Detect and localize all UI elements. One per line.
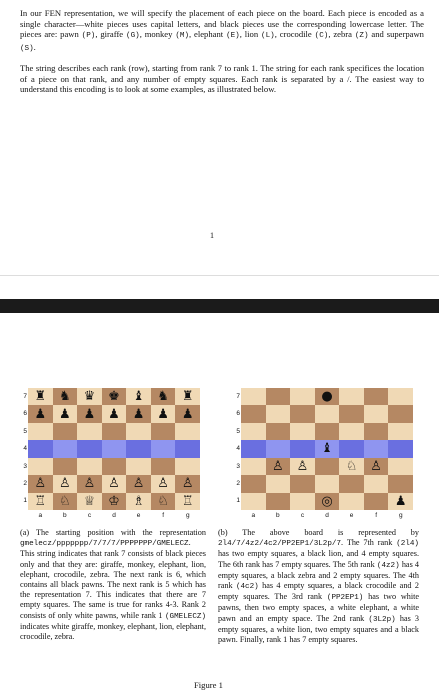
board-square [290, 458, 315, 475]
board-square [53, 458, 78, 475]
board-example-position [236, 388, 413, 519]
rank-label: 4 [236, 445, 240, 453]
rank-label: 4 [23, 445, 27, 453]
board-square [102, 423, 127, 440]
board-square [364, 458, 389, 475]
board-square [53, 405, 78, 422]
board-square [175, 423, 200, 440]
board-square [241, 405, 266, 422]
piece-icon: ♗ [132, 493, 145, 509]
board-square [126, 458, 151, 475]
code-superpawn: (S) [20, 44, 34, 53]
board-square [77, 475, 102, 492]
text-segment: . This string indicates that rank 7 consists of black pieces only and that they are: giraffe, monkey, elephant, lion, elephant, crocodile, zebra. The next rank is 6, which contains all black pawns. The next rank is 5 which has the representation 7. This indicates that there are 7 empty squares. The same is true for ranks 4-3. Rank 2 consists of only white pawns, while rank 1 [20, 538, 206, 620]
piece-icon: ♘ [157, 493, 169, 509]
piece-icon: ♘ [345, 458, 358, 474]
piece-icon: ♙ [132, 476, 145, 492]
board-square [315, 388, 340, 405]
fen-string: (GMELECZ) [164, 612, 206, 621]
board-square [175, 493, 200, 510]
board-square [53, 423, 78, 440]
board-square [102, 475, 127, 492]
board-square [126, 423, 151, 440]
board-square [388, 475, 413, 492]
piece-icon: ♙ [83, 476, 96, 492]
board-square [364, 388, 389, 405]
board-square [315, 475, 340, 492]
board-square [290, 405, 315, 422]
board-square [102, 388, 127, 405]
board-square [315, 423, 340, 440]
piece-icon: ♙ [181, 476, 194, 492]
file-label: e [136, 512, 141, 519]
text-segment: has 3 empty squares, a white lion, two empty squares and a black pawn. Finally, rank 1 has 7 empty squares. [218, 613, 419, 645]
caption-a [20, 528, 206, 642]
board-grid [28, 388, 200, 510]
rank-label: 1 [23, 497, 27, 505]
board-grid [241, 388, 413, 510]
board-square [175, 475, 200, 492]
text-segment: has 4 empty squares, a black crocodile and 2 empty squares. The 3rd rank [218, 581, 419, 602]
rank-label: 2 [23, 479, 27, 487]
code-lion: (L) [261, 32, 275, 41]
file-label: d [325, 512, 329, 519]
board-square [315, 458, 340, 475]
board-square [388, 423, 413, 440]
board-square [126, 405, 151, 422]
caption-b [218, 528, 419, 645]
board-square [339, 458, 364, 475]
board-square [241, 493, 266, 510]
text-segment: has two empty squares, a black lion, and 4 empty squares. The 6th rank has 7 empty squares. The 5th rank [218, 549, 419, 569]
board-square [364, 475, 389, 492]
piece-icon: ♞ [59, 389, 71, 405]
piece-icon: ♟ [157, 406, 169, 422]
fen-string: (2l4) [396, 540, 419, 549]
board-square [53, 475, 78, 492]
piece-icon: ♟ [34, 406, 47, 422]
piece-icon: ♖ [34, 493, 47, 509]
board-square [126, 475, 151, 492]
piece-icon: ♛ [83, 389, 96, 405]
text-segment: , zebra [328, 29, 355, 40]
rank-label: 7 [23, 393, 27, 400]
fen-string: gmelecz/ppppppp/7/7/7/PPPPPPP/GMELECZ [20, 540, 189, 549]
board-square [290, 440, 315, 457]
board-square [388, 440, 413, 457]
piece-icon: ◎ [321, 493, 333, 509]
board-square [364, 405, 389, 422]
piece-icon: ♘ [59, 493, 71, 509]
board-square [151, 388, 176, 405]
rank-label: 1 [236, 497, 240, 505]
code-pawn: (P) [81, 32, 96, 41]
fen-string: (PP2EP1) [326, 594, 364, 603]
board-square [364, 423, 389, 440]
board-square [290, 423, 315, 440]
piece-icon: ♟ [181, 406, 194, 422]
board-square [339, 388, 364, 405]
file-label: a [38, 512, 43, 519]
board-square [77, 388, 102, 405]
file-label: b [63, 512, 67, 519]
board-square [151, 405, 176, 422]
board-square [241, 440, 266, 457]
board-square [102, 458, 127, 475]
board-square [315, 440, 340, 457]
board-square [241, 388, 266, 405]
text-segment: (b) The above board is represented by [218, 528, 419, 537]
text-segment: , lion [239, 29, 262, 40]
board-square [126, 440, 151, 457]
file-label: a [251, 512, 256, 519]
file-label: b [276, 512, 280, 519]
file-label: e [349, 512, 354, 519]
board-square [290, 475, 315, 492]
code-elephant: (E) [226, 32, 240, 41]
code-zebra: (Z) [354, 32, 369, 41]
board-square [266, 423, 291, 440]
piece-icon: ♖ [181, 493, 194, 509]
text-segment: . The 7th rank [341, 538, 397, 548]
piece-icon: ♝ [321, 441, 333, 457]
rank-labels [19, 388, 27, 510]
text-segment: , elephant [189, 29, 227, 40]
board-square [315, 405, 340, 422]
piece-icon: ♙ [370, 458, 382, 474]
piece-icon: ♙ [296, 458, 309, 474]
board-square [28, 423, 53, 440]
file-label: g [398, 512, 403, 519]
text-segment: has two white pawns, then two empty spaces, a white elephant, a white pawn and an empty space. The 2nd rank [218, 592, 420, 623]
text-segment: , crocodile [274, 29, 315, 40]
board-square [28, 475, 53, 492]
board-square [77, 440, 102, 457]
piece-icon: ♟ [132, 406, 145, 422]
board-square [28, 458, 53, 475]
board-square [77, 423, 102, 440]
piece-icon: ♟ [83, 406, 96, 422]
fen-string: 2l4/7/4z2/4c2/PP2EP1/3L2p/7 [218, 540, 342, 549]
file-label: f [162, 512, 165, 519]
code-crocodile: (C) [314, 32, 329, 41]
board-square [290, 493, 315, 510]
text-segment: and superpawn [368, 29, 424, 40]
board-square [151, 475, 176, 492]
file-labels [28, 512, 200, 519]
rank-label: 2 [236, 479, 240, 487]
board-square [241, 423, 266, 440]
board-square [151, 440, 176, 457]
board-square [151, 493, 176, 510]
board-square [266, 440, 291, 457]
board-square [28, 493, 53, 510]
board-square [266, 475, 291, 492]
board-square [175, 388, 200, 405]
text-segment: indicates white giraffe, monkey, elephant, lion, elephant, crocodile, zebra. [20, 621, 206, 642]
figure-label: Figure 1 [194, 680, 223, 690]
board-square [28, 388, 53, 405]
board-square [266, 405, 291, 422]
board-square [339, 423, 364, 440]
rank-label: 7 [236, 393, 240, 400]
board-square [102, 493, 127, 510]
board-square [77, 493, 102, 510]
board-square [339, 493, 364, 510]
board-square [241, 458, 266, 475]
board-square [53, 493, 78, 510]
fen-string: (4c2) [235, 583, 259, 592]
page-separator [0, 299, 439, 313]
board-square [151, 423, 176, 440]
piece-icon: ♜ [34, 389, 47, 405]
piece-icon: ♝ [132, 389, 145, 405]
text-segment: In our FEN representation, we will specify the placement of each piece on the board. Each piece is encoded as a single character—white pieces uses capital letters, and black pieces use the corresponding lowercase letter. The pieces are: pawn [20, 8, 424, 40]
rank-labels [232, 388, 240, 510]
board-square [388, 405, 413, 422]
board-square [388, 388, 413, 405]
board-square [290, 388, 315, 405]
file-label: g [185, 512, 190, 519]
text-segment: has 4 empty squares, a black zebra and 2 empty squares. The 4th rank [218, 559, 419, 591]
text-segment: , monkey [139, 29, 176, 40]
board-square [364, 440, 389, 457]
board-square [151, 458, 176, 475]
fen-string: (4z2) [376, 561, 400, 570]
piece-icon: ♙ [108, 476, 120, 492]
page-number: 1 [210, 231, 214, 240]
piece-icon: ♚ [108, 389, 120, 405]
piece-icon: ♙ [272, 458, 284, 474]
piece-icon: ♙ [157, 476, 169, 492]
rank-label: 3 [236, 462, 240, 470]
board-square [315, 493, 340, 510]
text-segment: . [33, 41, 36, 52]
rank-label: 6 [23, 410, 27, 418]
board-square [28, 405, 53, 422]
board-square [77, 405, 102, 422]
board-square [266, 388, 291, 405]
intro-paragraph [20, 8, 424, 54]
board-square [77, 458, 102, 475]
board-square [126, 388, 151, 405]
board-square [339, 475, 364, 492]
board-square [266, 493, 291, 510]
board-square [339, 405, 364, 422]
board-starting-position [23, 388, 200, 519]
rank-label: 5 [236, 427, 240, 435]
file-label: f [375, 512, 378, 519]
piece-icon: ♙ [59, 476, 71, 492]
rank-label: 3 [23, 462, 27, 470]
file-label: c [87, 512, 92, 519]
piece-icon: ♟ [108, 406, 120, 422]
board-square [28, 440, 53, 457]
board-square [266, 458, 291, 475]
code-monkey: (M) [175, 32, 189, 41]
board-square [53, 388, 78, 405]
piece-icon: ♞ [157, 389, 169, 405]
encoding-paragraph: The string describes each rank (row), starting from rank 7 to rank 1. The string for each rank specifices the location of a piece on that rank, and any number of empty squares. Each rank is separated by a /. The easiest way to understand this encoding is to look at some examples, as illustrated below. [20, 63, 424, 95]
piece-icon: ♟ [59, 406, 71, 422]
rank-label: 6 [236, 410, 240, 418]
board-square [175, 440, 200, 457]
file-label: c [300, 512, 305, 519]
piece-icon: ♜ [181, 389, 194, 405]
text-segment: (a) The starting position with the representation [20, 528, 206, 537]
board-square [53, 440, 78, 457]
board-square [102, 440, 127, 457]
page-one [0, 0, 439, 276]
fen-string: (3L2p) [368, 615, 396, 624]
board-square [175, 405, 200, 422]
piece-icon: ♕ [83, 493, 96, 509]
piece-icon: ♔ [108, 493, 120, 509]
file-labels [241, 512, 413, 519]
board-square [241, 475, 266, 492]
rank-label: 5 [23, 427, 27, 435]
board-square [388, 458, 413, 475]
file-label: d [112, 512, 116, 519]
board-square [364, 493, 389, 510]
board-square [388, 493, 413, 510]
board-square [126, 493, 151, 510]
code-giraffe: (G) [126, 32, 140, 41]
board-square [102, 405, 127, 422]
piece-icon: ● [321, 389, 333, 405]
text-segment: , giraffe [95, 29, 127, 40]
board-square [339, 440, 364, 457]
piece-icon: ♙ [34, 476, 47, 492]
board-square [175, 458, 200, 475]
piece-icon: ♟ [394, 493, 407, 509]
